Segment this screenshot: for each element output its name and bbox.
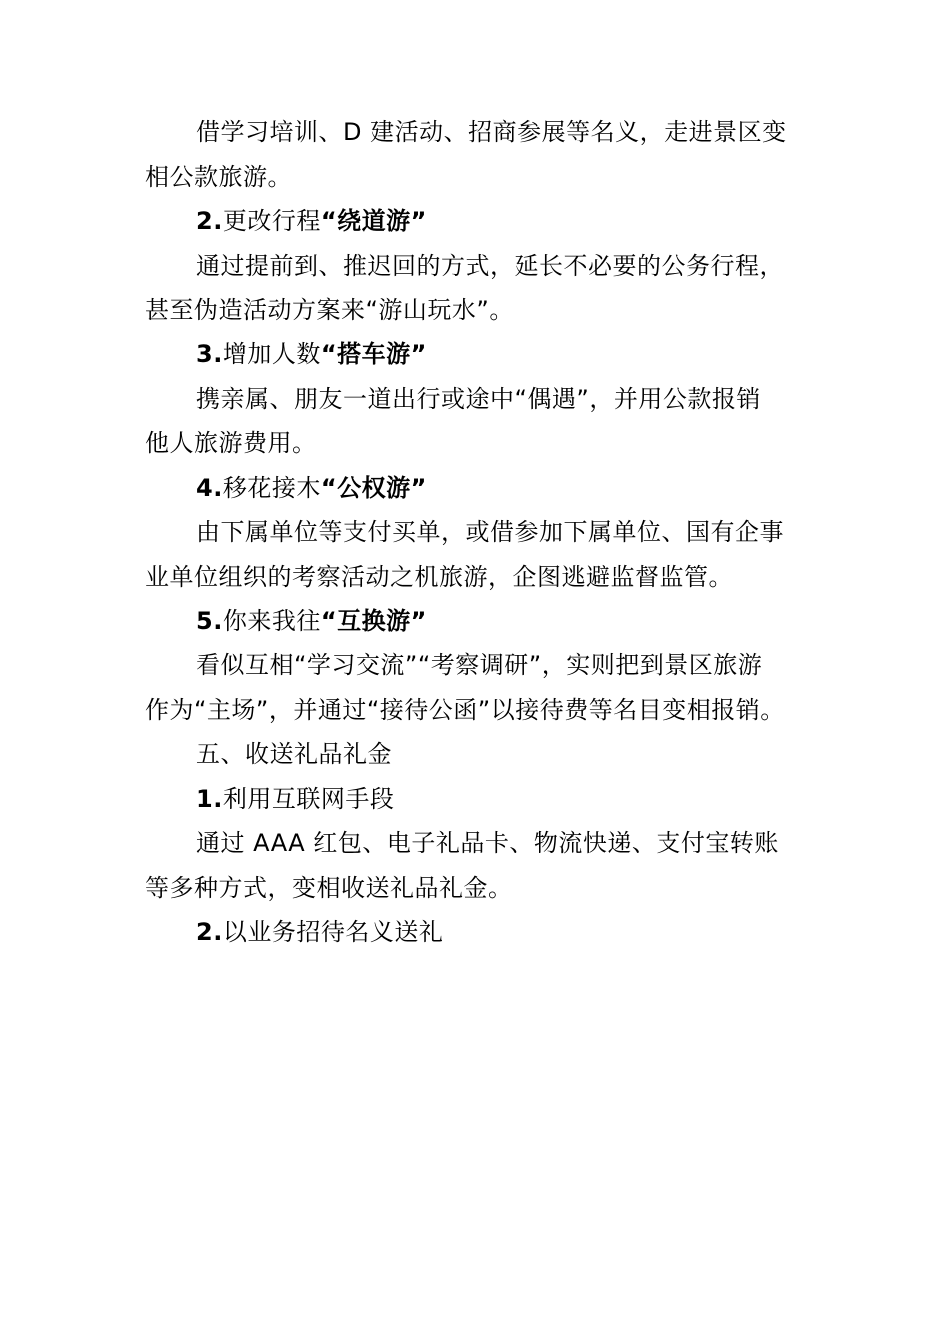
heading-title: 更改行程 [222,207,321,235]
heading-title: 增加人数 [222,340,321,368]
heading-number: 5. [196,607,223,635]
paragraph-line: 业单位组织的考察活动之机旅游，企图逃避监督监管。 [145,563,733,591]
heading-title: 移花接木 [222,474,321,502]
section-heading [196,332,427,376]
section-heading [196,466,427,510]
section-heading [196,599,427,643]
paragraph-line: 作为“主场”，并通过“接待公函”以接待费等名目变相报销。 [145,696,785,724]
chapter-heading: 五、收送礼品礼金 [196,740,392,768]
paragraph-line: 通过 AAA 红包、电子礼品卡、物流快递、支付宝转账 [196,829,779,857]
heading-title: 以业务招待名义送礼 [222,918,444,946]
heading-quoted: “公权游” [320,474,427,502]
paragraph-line: 借学习培训、D 建活动、招商参展等名义，走进景区变 [196,118,787,146]
heading-number: 4. [196,474,223,502]
heading-quoted: “搭车游” [320,340,427,368]
paragraph-line: 甚至伪造活动方案来“游山玩水”。 [145,296,514,324]
paragraph-line: 看似互相“学习交流”“考察调研”，实则把到景区旅游 [196,651,763,679]
section-heading [196,910,443,954]
heading-quoted: “互换游” [320,607,427,635]
heading-number: 2. [196,918,223,946]
heading-number: 1. [196,785,223,813]
heading-title: 你来我往 [222,607,321,635]
section-heading [196,199,427,243]
heading-title: 利用互联网手段 [222,785,395,813]
heading-number: 3. [196,340,223,368]
section-heading [196,777,394,821]
paragraph-line: 他人旅游费用。 [145,429,317,457]
paragraph-line: 由下属单位等支付买单，或借参加下属单位、国有企事 [196,518,784,546]
heading-quoted: “绕道游” [320,207,427,235]
paragraph-line: 相公款旅游。 [145,163,292,191]
paragraph-line: 携亲属、朋友一道出行或途中“偶遇”，并用公款报销 [196,385,761,413]
paragraph-line: 等多种方式，变相收送礼品礼金。 [145,874,513,902]
heading-number: 2. [196,207,223,235]
paragraph-line: 通过提前到、推迟回的方式，延长不必要的公务行程， [196,252,784,280]
